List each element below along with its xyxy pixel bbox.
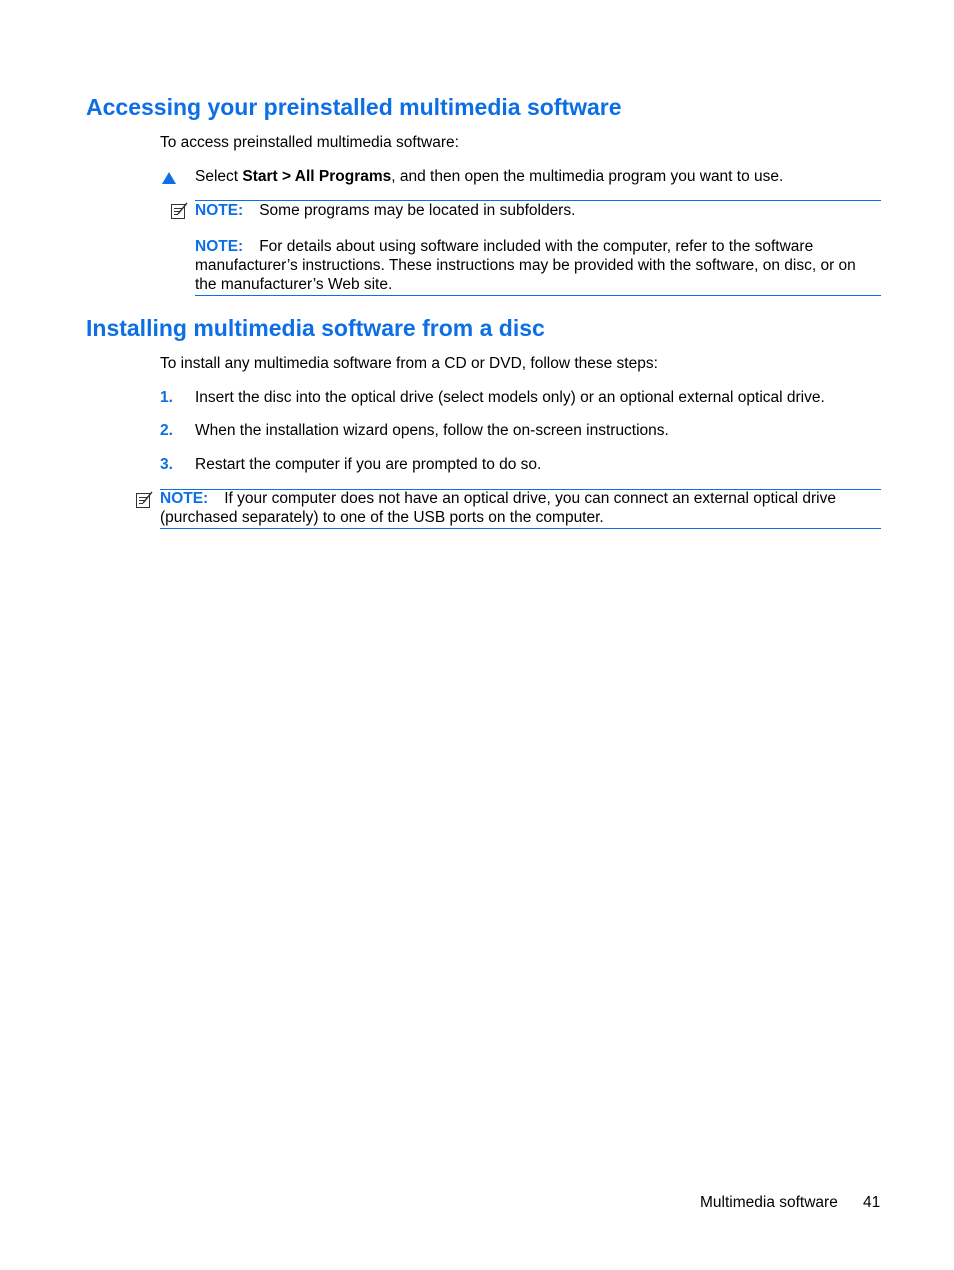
section-heading-installing: Installing multimedia software from a disc [86, 315, 545, 341]
step-text: When the installation wizard opens, follow the on-screen instructions. [195, 422, 669, 439]
section1-step [195, 167, 783, 186]
note-text-line3: the manufacturer’s Web site. [195, 276, 393, 293]
footer-section-name: Multimedia software [700, 1194, 838, 1211]
note2 [195, 237, 856, 294]
note1 [195, 201, 575, 220]
note-label: NOTE: [160, 490, 209, 507]
step-text: Restart the computer if you are prompted to do so. [195, 456, 542, 473]
section1-intro: To access preinstalled multimedia software: [160, 134, 459, 151]
step-number: 3. [160, 456, 173, 473]
note-text-line1: If your computer does not have an optical drive, you can connect an external optical drive [224, 490, 836, 507]
step-text: Insert the disc into the optical drive (select models only) or an optional external optical drive. [195, 389, 825, 406]
note-text-line1: For details about using software included with the computer, refer to the software [259, 238, 814, 255]
step-number: 2. [160, 422, 173, 439]
step-bold-path: Start > All Programs [242, 168, 392, 185]
note-text: Some programs may be located in subfolders. [259, 202, 576, 219]
section2-note [160, 489, 836, 527]
footer-page-number: 41 [863, 1194, 881, 1211]
step-prefix: Select [195, 168, 243, 185]
note-bottom-rule [160, 528, 881, 529]
note-icon [169, 201, 189, 221]
note-text-line2: manufacturer’s instructions. These instructions may be provided with the software, on disc, or on [195, 257, 856, 274]
triangle-bullet-icon [161, 171, 177, 185]
step-suffix: , and then open the multimedia program you want to use. [391, 168, 784, 185]
section2-intro: To install any multimedia software from a CD or DVD, follow these steps: [160, 355, 658, 372]
note-label: NOTE: [195, 238, 244, 255]
note-block-bottom-rule [195, 295, 881, 296]
section-heading-accessing: Accessing your preinstalled multimedia software [86, 94, 622, 120]
note-label: NOTE: [195, 202, 244, 219]
note-text-line2: (purchased separately) to one of the USB ports on the computer. [160, 509, 604, 526]
note-icon [134, 490, 154, 510]
step-number: 1. [160, 389, 173, 406]
